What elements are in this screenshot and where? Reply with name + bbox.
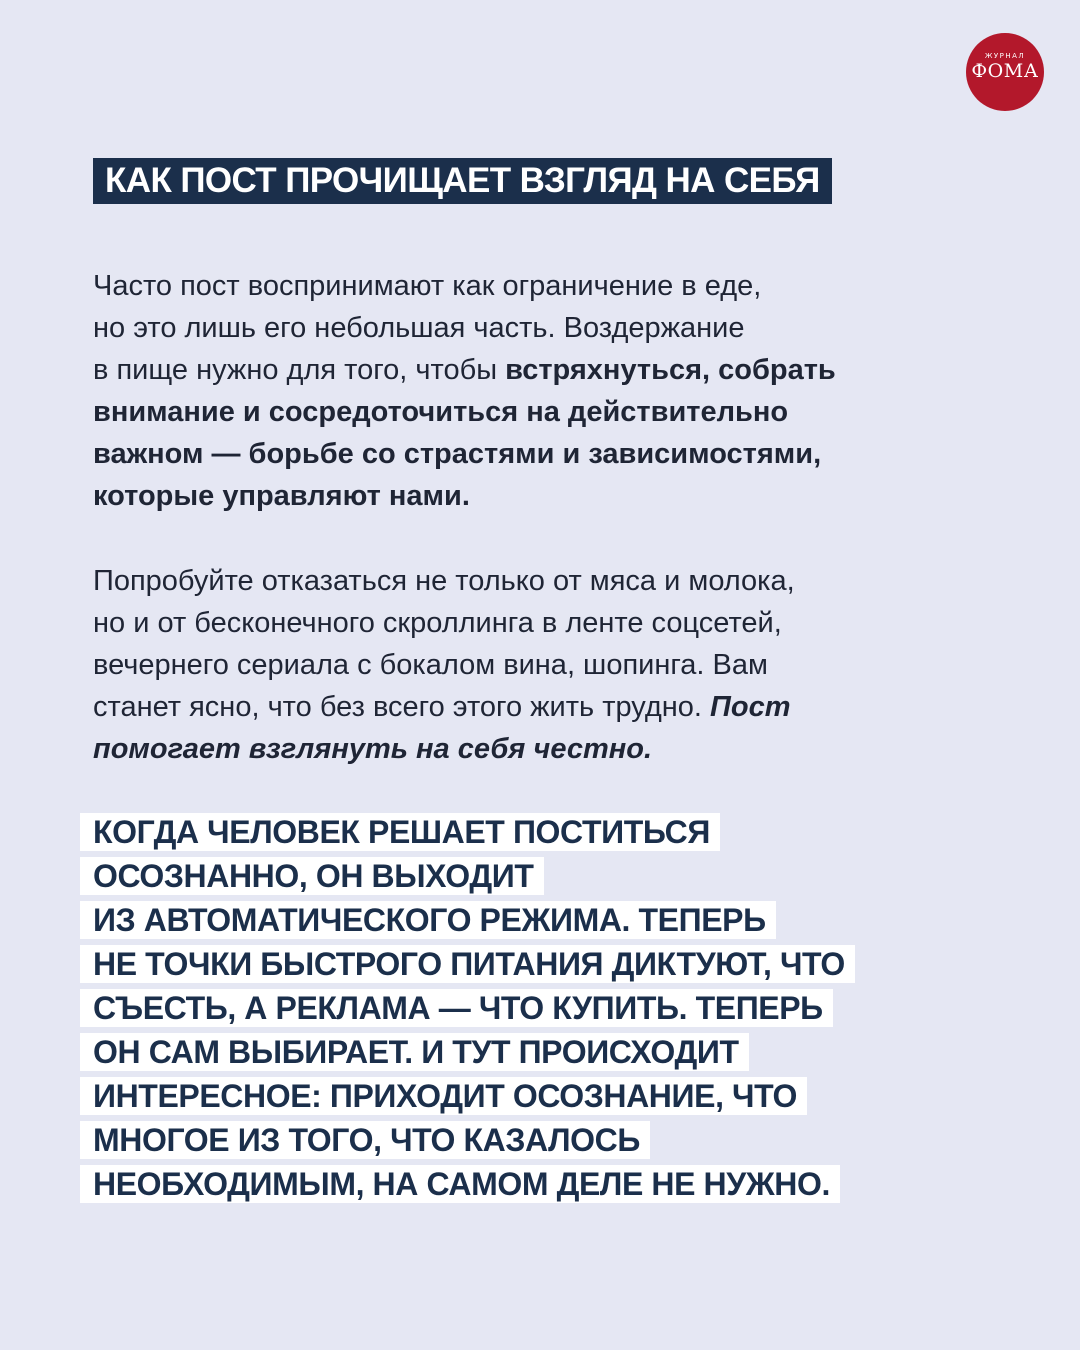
paragraph-line: Часто пост воспринимают как ограничение в еде, [93,270,762,302]
paragraph-emphasis: которые управляют нами. [93,480,470,512]
callout-line: НЕОБХОДИМЫМ, НА САМОМ ДЕЛЕ НЕ НУЖНО. [80,1165,840,1203]
callout-line: ОН САМ ВЫБИРАЕТ. И ТУТ ПРОИСХОДИТ [80,1033,749,1071]
paragraph-line: Попробуйте отказаться не только от мяса и молока, [93,565,795,597]
callout-line: МНОГОЕ ИЗ ТОГО, ЧТО КАЗАЛОСЬ [80,1121,650,1159]
logo-top-label: ЖУРНАЛ [984,52,1026,60]
paragraph-emphasis: важном — борьбе со страстями и зависимостями, [93,438,822,470]
heading-container [93,158,1003,204]
callout-line: ИЗ АВТОМАТИЧЕСКОГО РЕЖИМА. ТЕПЕРЬ [80,901,776,939]
callout-line: КОГДА ЧЕЛОВЕК РЕШАЕТ ПОСТИТЬСЯ [80,813,720,851]
paragraph-emphasis: помогает взглянуть на себя честно. [93,733,653,765]
paragraph-intro [93,265,1038,517]
paragraph-advice [93,560,1038,770]
page-title: КАК ПОСТ ПРОЧИЩАЕТ ВЗГЛЯД НА СЕБЯ [93,158,832,204]
paragraph-emphasis: встряхнуться, собрать [505,354,836,386]
callout-line: НЕ ТОЧКИ БЫСТРОГО ПИТАНИЯ ДИКТУЮТ, ЧТО [80,945,855,983]
paragraph-line: в пище нужно для того, чтобы [93,354,506,386]
paragraph-emphasis: внимание и сосредоточиться на действительно [93,396,789,428]
callout-line: ИНТЕРЕСНОЕ: ПРИХОДИТ ОСОЗНАНИЕ, ЧТО [80,1077,807,1115]
callout-line: СЪЕСТЬ, А РЕКЛАМА — ЧТО КУПИТЬ. ТЕПЕРЬ [80,989,833,1027]
callout-line: ОСОЗНАННО, ОН ВЫХОДИТ [80,857,544,895]
callout-quote [80,813,1040,1209]
logo-main-label: ФОМА [971,60,1039,82]
paragraph-line: вечернего сериала с бокалом вина, шопинга. Вам [93,649,768,681]
paragraph-line: но и от бесконечного скроллинга в ленте соцсетей, [93,607,782,639]
paragraph-line: но это лишь его небольшая часть. Воздержание [93,312,745,344]
paragraph-emphasis: Пост [710,691,791,723]
paragraph-line: станет ясно, что без всего этого жить трудно. [93,691,711,723]
foma-logo [966,33,1044,111]
